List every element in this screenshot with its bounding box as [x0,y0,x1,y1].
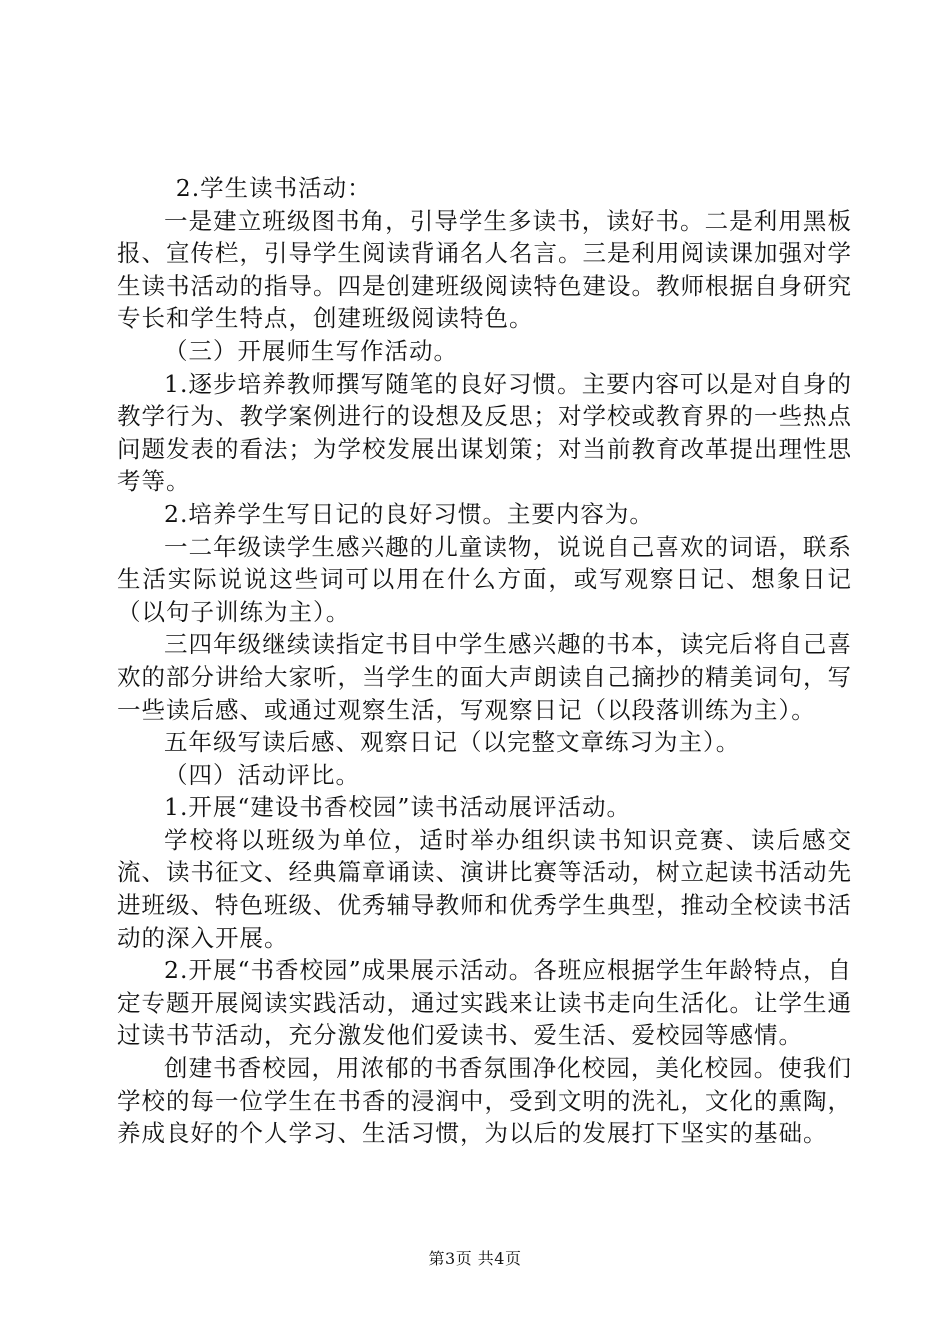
page-number-footer: 第3页 共4页 [428,1249,522,1268]
paragraph-section-writing-heading: （三）开展师生写作活动。 [164,336,458,365]
paragraph-student-diary: 2.培养学生写日记的良好习惯。主要内容为。 [164,499,654,528]
paragraph-student-reading-body: 一是建立班级图书角，引导学生多读书，读好书。二是利用黑板报、宣传栏，引导学生阅读背诵名人名言。三是利用阅读课加强对学生读书活动的指导。四是创建班级阅读特色建设。教师根据自身研究专长和学生特点，创建班级阅读特色。 [117,206,852,333]
paragraph-teacher-essays: 1.逐步培养教师撰写随笔的良好习惯。主要内容可以是对自身的教学行为、教学案例进行的设想及反思；对学校或教育界的一些热点问题发表的看法；为学校发展出谋划策；对当前教育改革提出理性思考等。 [117,369,852,496]
paragraph-section-evaluation-heading: （四）活动评比。 [164,760,360,789]
paragraph-achievement-showcase: 2.开展“书香校园”成果展示活动。各班应根据学生年龄特点，自定专题开展阅读实践活动，通过实践来让读书走向生活化。让学生通过读书节活动，充分激发他们爱读书、爱生活、爱校园等感情。 [117,956,852,1050]
paragraph-grades-three-four: 三四年级继续读指定书目中学生感兴趣的书本，读完后将自己喜欢的部分讲给大家听，当学生的面大声朗读自己摘抄的精美词句，写一些读后感、或通过观察生活，写观察日记（以段落训练为主）。 [117,630,852,724]
paragraph-student-reading-heading: 2.学生读书活动： [175,174,372,202]
document-body [117,172,852,1150]
paragraph-grade-five: 五年级写读后感、观察日记（以完整文章练习为主）。 [164,728,741,757]
paragraph-evaluation-activity: 1.开展“建设书香校园”读书活动展评活动。 [164,793,631,822]
paragraph-conclusion: 创建书香校园，用浓郁的书香氛围净化校园，美化校园。使我们学校的每一位学生在书香的浸润中，受到文明的洗礼，文化的熏陶，养成良好的个人学习、生活习惯，为以后的发展打下坚实的基础。 [117,1054,852,1148]
paragraph-school-competitions: 学校将以班级为单位，适时举办组织读书知识竞赛、读后感交流、读书征文、经典篇章诵读、演讲比赛等活动，树立起读书活动先进班级、特色班级、优秀辅导教师和优秀学生典型，推动全校读书活动的深入开展。 [117,825,852,952]
paragraph-grades-one-two: 一二年级读学生感兴趣的儿童读物，说说自己喜欢的词语，联系生活实际说说这些词可以用在什么方面，或写观察日记、想象日记（以句子训练为主）。 [117,532,852,626]
